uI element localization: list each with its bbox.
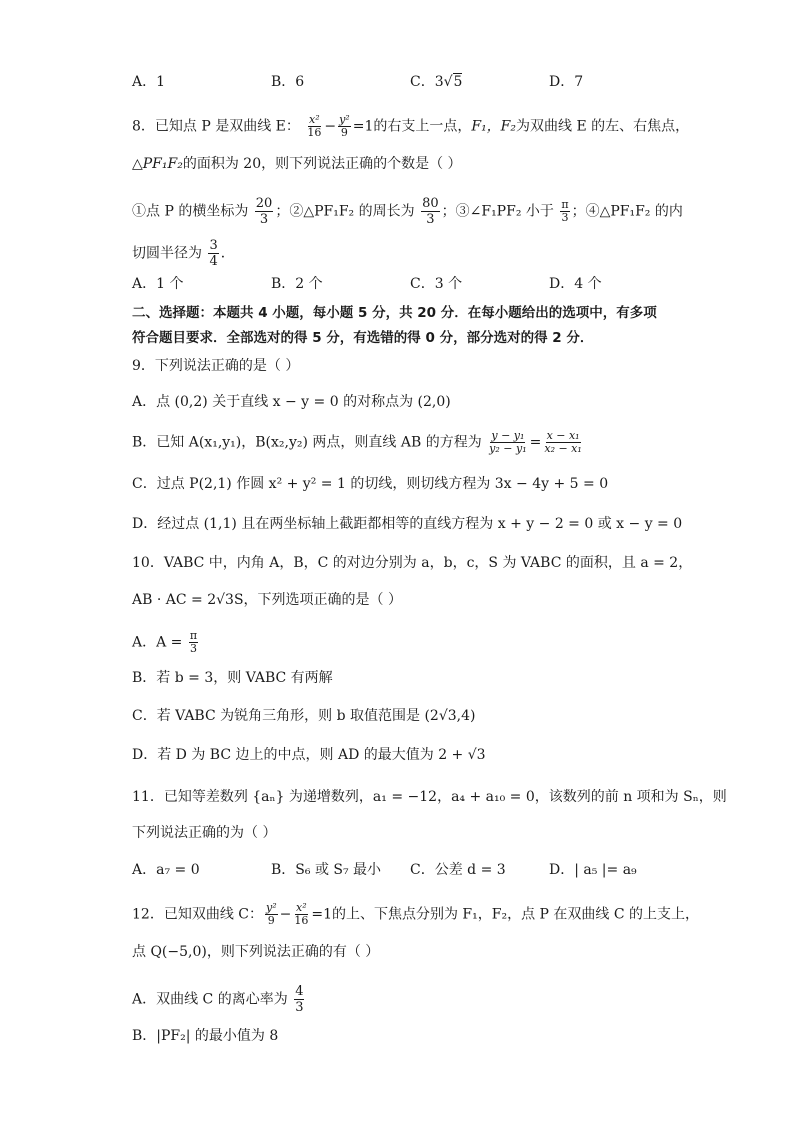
q8-option-b: B．2 个 <box>271 276 323 292</box>
q11-stem-line1: 11．已知等差数列 {aₙ} 为递增数列，a₁ = −12，a₄ + a₁₀ = 0，该数列的前 n 项和为 Sₙ，则 <box>132 789 727 805</box>
q8-eq1: =1 <box>352 118 374 135</box>
q8-statement-2: ；②△PF₁F₂ 的周长为 <box>275 203 415 220</box>
q9-option-b: B．已知 A(x₁,y₁)，B(x₂,y₂) 两点，则直线 AB 的方程为 $\frac{\text{y − y₁}}{\text{y₂ − y₁}}$ = $\frac{\text{x − x₁}}{\text{x₂ − x₁}}$ <box>132 429 582 455</box>
q8-frac-3a: 3 <box>259 212 269 227</box>
q10-option-b: B．若 b = 3，则 VABC 有两解 <box>132 670 333 686</box>
q9-frac-right-den: x₂ − x₁ <box>544 442 582 455</box>
q8-stem-line2 <box>132 154 462 174</box>
q10-frac-pi-3 <box>189 630 198 655</box>
q12-stem-line2: 点 Q(−5,0)，则下列说法正确的有（ ） <box>132 944 380 960</box>
q12-stem-line1: 12．已知双曲线 C： $\frac{\text{y²}}{9}$ − $\frac{\text{x²}}{16}$ =1的上、下焦点分别为 F₁，F₂，点 P 在双曲线 C 的上支上， <box>132 901 700 927</box>
q8-frac-x2-16 <box>306 114 322 139</box>
q8-frac-num2: y² <box>339 113 350 126</box>
q11-option-a: A．a₇ = 0 <box>132 862 200 878</box>
q8-frac-3d: 3 <box>209 238 218 253</box>
q12-frac-y2: y² <box>265 901 277 914</box>
q8-stem2: 的面积为 20，则下列说法正确的个数是（ ） <box>182 156 462 172</box>
q8-frac-4: 4 <box>209 254 218 269</box>
q8-stem-line1: 8．已知点 P 是双曲线 E： $\frac{\text{x²}}{16}$ − $\frac{\text{y²}}{9}$ =1的右支上一点，F₁，F₂为双曲线 E 的左、右焦点， <box>132 113 690 139</box>
q9-frac-left-num: y − y₁ <box>491 429 525 442</box>
q8-option-c: C．3 个 <box>410 276 463 292</box>
q10-stem-line2: AB · AC = 2√3S，下列选项正确的是（ ） <box>132 592 402 608</box>
q8-frac-3c: 3 <box>561 211 569 224</box>
q8-statement-5: 切圆半径为 <box>132 245 202 262</box>
q8-foci: F₁，F₂ <box>471 118 517 135</box>
q8-frac-num: x² <box>309 113 320 126</box>
q8-frac-3b: 3 <box>426 212 435 227</box>
section2-heading-line1: 二、选择题：本题共 4 小题，每小题 5 分，共 20 分．在每小题给出的选项中，有多项 <box>132 305 657 321</box>
q9-frac-left-den: y₂ − y₁ <box>489 442 527 455</box>
q8-frac-20: 20 <box>255 196 273 211</box>
q10-stem-line1: 10．VABC 中，内角 A，B，C 的对边分别为 a，b，c，S 为 VABC 的面积，且 a = 2， <box>132 555 693 571</box>
q11-option-b: B．S₆ 或 S₇ 最小 <box>271 862 382 878</box>
q10-option-a-text: A．A = <box>132 634 183 651</box>
q10-frac-pi: π <box>189 629 198 642</box>
q8-statement-3: ；③∠F₁PF₂ 小于 <box>441 203 554 220</box>
q11-option-d: D．| a₅ |= a₉ <box>549 862 637 878</box>
q12-frac-y2-9 <box>265 902 278 927</box>
q12-frac-x2: x² <box>296 901 307 914</box>
q9-option-a: A．点 (0,2) 关于直线 x − y = 0 的对称点为 (2,0) <box>132 394 451 410</box>
q12-frac-x2-16 <box>293 902 309 927</box>
q8-statements-line1 <box>132 196 683 227</box>
q10-option-c: C．若 VABC 为锐角三角形，则 b 取值范围是 (2√3,4) <box>132 708 476 724</box>
q12-frac-16: 16 <box>294 914 309 927</box>
q11-stem-line2: 下列说法正确的为（ ） <box>132 825 277 841</box>
q8-frac-pi: π <box>561 198 569 211</box>
q8-option-a: A．1 个 <box>132 276 184 292</box>
q8-frac-80-3 <box>421 196 440 227</box>
q8-stem-prefix: 8．已知点 P 是双曲线 E： <box>132 118 300 135</box>
q12-frac-4-3 <box>294 984 304 1015</box>
q9-option-c: C．过点 P(2,1) 作圆 x² + y² = 1 的切线，则切线方程为 3x − 4y + 5 = 0 <box>132 476 609 492</box>
q8-stem-suffix: 的右支上一点， <box>373 118 472 135</box>
q8-frac-80: 80 <box>422 196 439 211</box>
q8-option-d: D．4 个 <box>549 276 602 292</box>
q8-frac-den: 16 <box>307 126 322 139</box>
q9-frac-right-num: x − x₁ <box>546 429 580 442</box>
q9-stem: 9．下列说法正确的是（ ） <box>132 358 300 374</box>
q10-option-d: D．若 D 为 BC 边上的中点，则 AD 的最大值为 2 + √3 <box>132 747 486 763</box>
q9-frac-right <box>543 430 582 455</box>
q9-frac-left <box>488 430 527 455</box>
q7-option-d: D．7 <box>549 74 584 90</box>
q10-frac-3: 3 <box>189 642 197 655</box>
q12-option-a-text: A．双曲线 C 的离心率为 <box>132 991 288 1008</box>
q8-frac-y2-9 <box>338 114 351 139</box>
q12-stem-prefix: 12．已知双曲线 C： <box>132 906 263 923</box>
q12-frac-4: 4 <box>295 984 304 999</box>
q8-statement-end: ． <box>220 245 235 262</box>
q8-frac-20-3 <box>255 196 274 227</box>
q12-stem-suffix: 的上、下焦点分别为 F₁，F₂，点 P 在双曲线 C 的上支上， <box>331 906 700 923</box>
q7-option-c-prefix: C．3 <box>410 74 444 90</box>
q12-frac-9: 9 <box>267 914 275 927</box>
q8-statement-4: ；④△PF₁F₂ 的内 <box>571 203 683 220</box>
q12-option-a <box>132 984 306 1015</box>
q12-eq1: =1 <box>311 906 332 923</box>
q7-option-c-root: 5 <box>453 74 463 90</box>
q10-option-a <box>132 630 200 655</box>
q8-frac-3-4 <box>208 238 218 269</box>
q8-statements-line2 <box>132 238 235 269</box>
q8-stem-tail: 为双曲线 E 的左、右焦点， <box>516 118 690 135</box>
q9-option-d: D．经过点 (1,1) 且在两坐标轴上截距都相等的直线方程为 x + y − 2 = 0 或 x − y = 0 <box>132 516 683 532</box>
q12-frac-3: 3 <box>295 1000 304 1015</box>
q7-option-c: C．3√5 <box>410 74 463 90</box>
q9-option-b-text: B．已知 A(x₁,y₁)，B(x₂,y₂) 两点，则直线 AB 的方程为 <box>132 434 482 451</box>
q8-statement-1: ①点 P 的横坐标为 <box>132 203 249 220</box>
q7-option-b: B．6 <box>271 74 305 90</box>
q11-option-c: C．公差 d = 3 <box>410 862 506 878</box>
q8-frac-pi-3 <box>560 199 569 224</box>
q8-triangle: △PF₁F₂ <box>132 156 183 172</box>
q8-frac-den2: 9 <box>340 126 348 139</box>
section2-heading-line2: 符合题目要求．全部选对的得 5 分，有选错的得 0 分，部分选对的得 2 分． <box>132 330 594 346</box>
q7-option-a: A．1 <box>132 74 166 90</box>
q12-option-b: B．|PF₂| 的最小值为 8 <box>132 1028 279 1044</box>
